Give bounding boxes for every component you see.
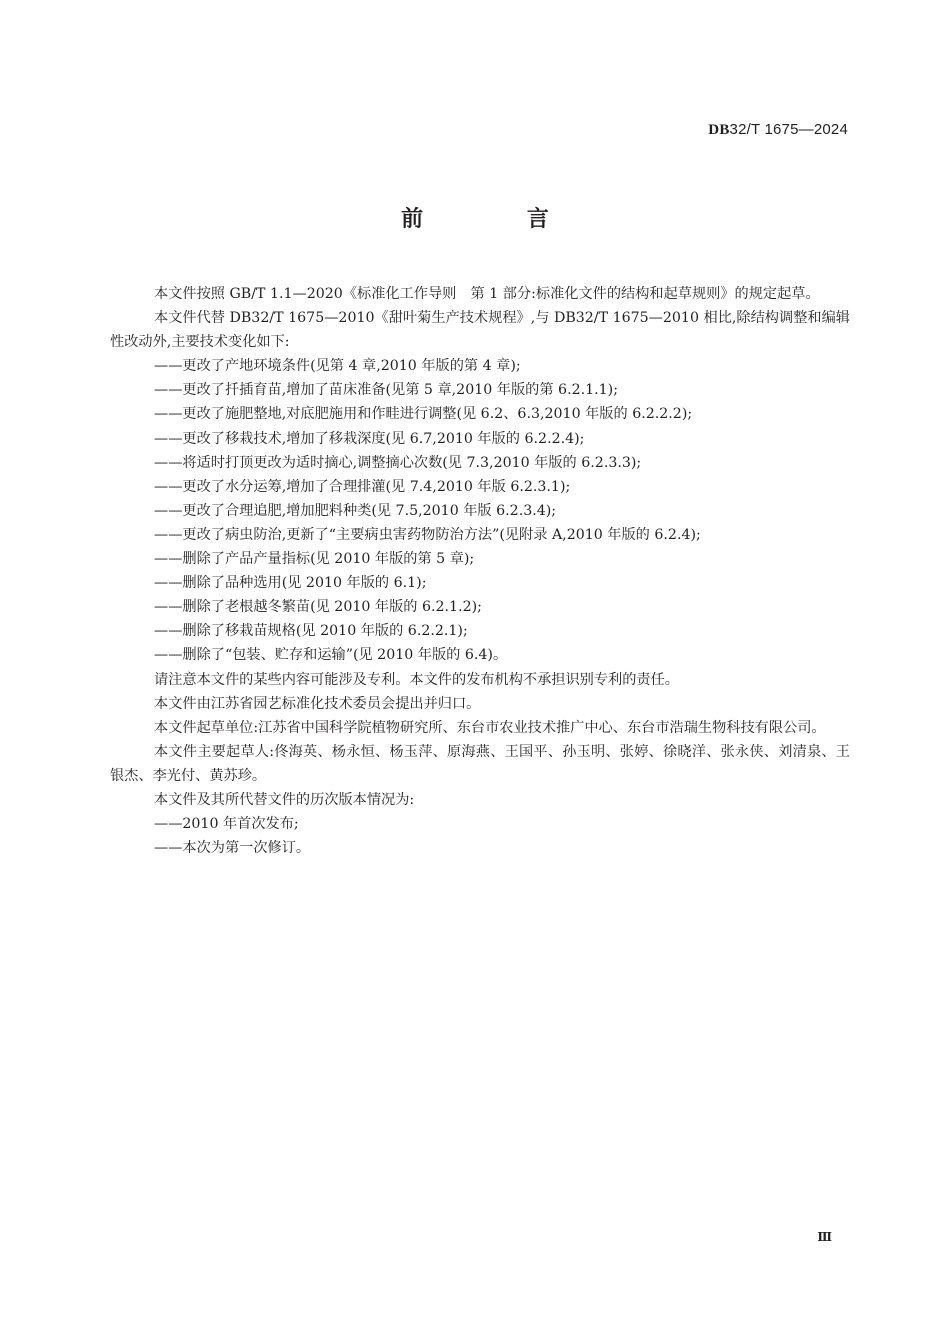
change-item: ——将适时打顶更改为适时摘心,调整摘心次数(见 7.3,2010 年版的 6.2.3.3); xyxy=(154,454,642,471)
paragraph-replacement: 本文件代替 DB32/T 1675—2010《甜叶菊生产技术规程》,与 DB32/T 1675—2010 相比,除结构调整和编辑性改动外,主要技术变化如下: xyxy=(110,310,850,351)
standard-code-number: 32/T 1675—2024 xyxy=(729,121,848,138)
change-item: ——更改了扦插育苗,增加了苗床准备(见第 5 章,2010 年版的第 6.2.1.1); xyxy=(154,382,618,399)
change-item: ——删除了移栽苗规格(见 2010 年版的 6.2.2.1); xyxy=(154,623,468,640)
paragraph-patent-notice: 请注意本文件的某些内容可能涉及专利。本文件的发布机构不承担识别专利的责任。 xyxy=(154,671,679,688)
change-item: ——删除了品种选用(见 2010 年版的 6.1); xyxy=(154,575,427,592)
page-title: 前 言 xyxy=(401,207,597,232)
change-item: ——更改了水分运筹,增加了合理排灌(见 7.4,2010 年版 6.2.3.1); xyxy=(154,478,571,495)
page-number: Ⅲ xyxy=(817,1230,832,1244)
history-item: ——本次为第一次修订。 xyxy=(154,840,311,857)
paragraph-drafters: 本文件主要起草人:佟海英、杨永恒、杨玉萍、原海燕、王国平、孙玉明、张婷、徐晓洋、张永侠、刘清泉、王银杰、李光付、黄苏珍。 xyxy=(110,743,850,784)
change-item: ——更改了施肥整地,对底肥施用和作畦进行调整(见 6.2、6.3,2010 年版的 6.2.2.2); xyxy=(154,406,693,423)
change-item: ——更改了病虫防治,更新了“主要病虫害药物防治方法”(见附录 A,2010 年版的 6.2.4); xyxy=(154,526,701,543)
history-item: ——2010 年首次发布; xyxy=(154,816,299,833)
paragraph-drafting-units: 本文件起草单位:江苏省中国科学院植物研究所、东台市农业技术推广中心、东台市浩瑞生物科技有限公司。 xyxy=(154,719,826,736)
standard-code-prefix: DB xyxy=(708,122,730,138)
standard-code xyxy=(708,121,848,139)
change-item: ——删除了“包装、贮存和运输”(见 2010 年版的 6.4)。 xyxy=(154,647,508,664)
paragraph-basis: 本文件按照 GB/T 1.1—2020《标准化工作导则 第 1 部分:标准化文件的结构和起草规则》的规定起草。 xyxy=(154,286,820,302)
paragraph-version-history: 本文件及其所代替文件的历次版本情况为: xyxy=(154,791,415,808)
change-item: ——删除了产品产量指标(见 2010 年版的第 5 章); xyxy=(154,551,475,568)
change-item: ——更改了产地环境条件(见第 4 章,2010 年版的第 4 章); xyxy=(154,358,521,375)
paragraph-proposer: 本文件由江苏省园艺标准化技术委员会提出并归口。 xyxy=(154,695,481,712)
document-body xyxy=(110,282,850,860)
change-item: ——更改了合理追肥,增加肥料种类(见 7.5,2010 年版 6.2.3.4); xyxy=(154,502,557,519)
change-item: ——删除了老根越冬繁苗(见 2010 年版的 6.2.1.2); xyxy=(154,599,482,616)
change-item: ——更改了移栽技术,增加了移栽深度(见 6.7,2010 年版的 6.2.2.4); xyxy=(154,430,585,447)
